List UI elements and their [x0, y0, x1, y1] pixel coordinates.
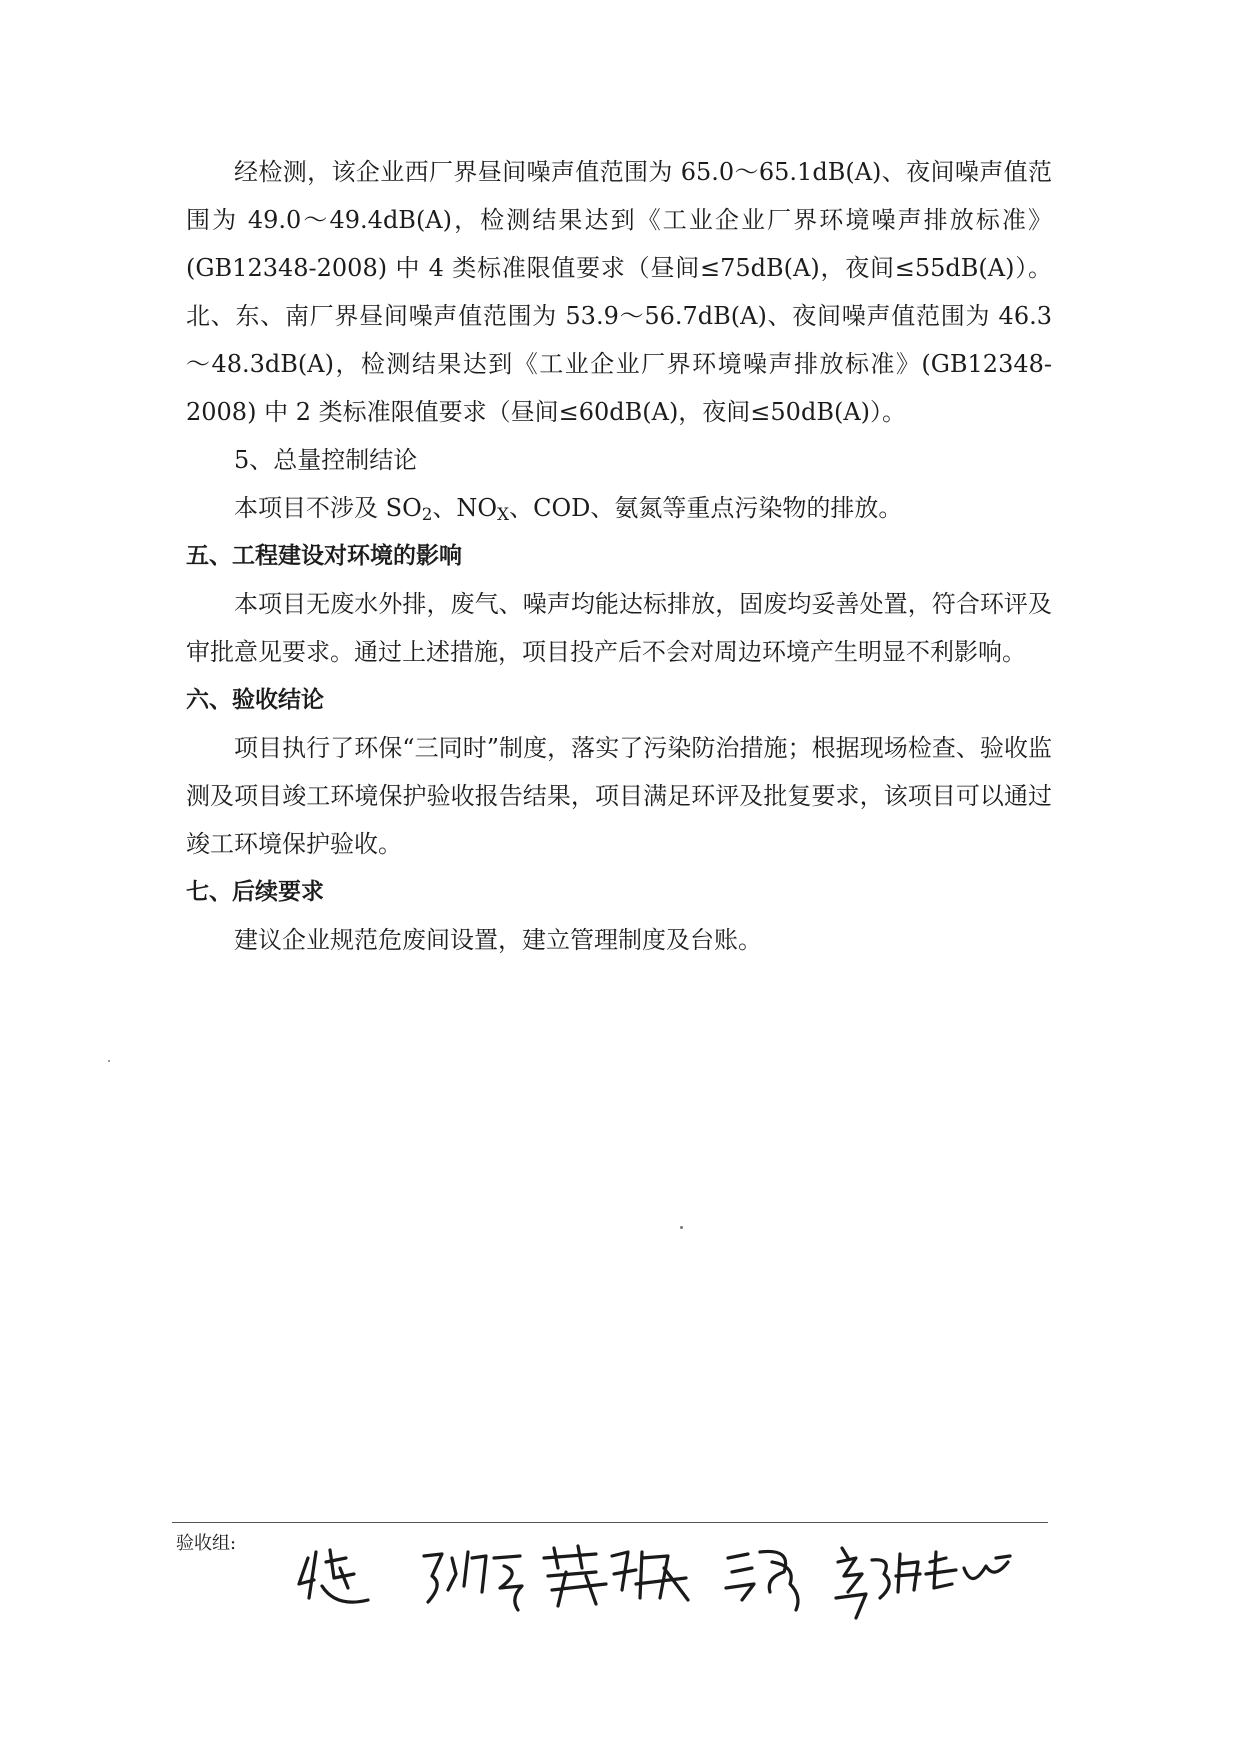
section6-paragraph: 项目执行了环保“三同时”制度，落实了污染防治措施；根据现场检查、验收监测及项目竣工环境保护验收报告结果，项目满足环评及批复要求，该项目可以通过竣工环境保护验收。: [186, 734, 1052, 858]
nox-subscript: X: [497, 504, 510, 525]
signature-3: [544, 1546, 688, 1606]
acceptance-group-label: 验收组:: [176, 1533, 237, 1554]
scan-speck: [680, 1226, 683, 1229]
item5-title: 5、总量控制结论: [234, 446, 418, 474]
signature-5: [836, 1548, 1010, 1618]
footer-rule: [172, 1522, 1048, 1523]
section7-paragraph: 建议企业规范危废间设置，建立管理制度及台账。: [234, 926, 762, 954]
scan-speck: [108, 1060, 110, 1062]
section7-heading: 七、后续要求: [186, 879, 324, 905]
noise-result-paragraph: 经检测，该企业西厂界昼间噪声值范围为 65.0～65.1dB(A)、夜间噪声值范围为 49.0～49.4dB(A)，检测结果达到《工业企业厂界环境噪声排放标准》(GB12348-2008) 中 4 类标准限值要求（昼间≤75dB(A)，夜间≤55dB(A)）。北、东、南厂界昼间噪声值范围为 53.9～56.7dB(A)、夜间噪声值范围为 46.3～48.3dB(A)，检测结果达到《工业企业厂界环境噪声排放标准》(GB12348-2008) 中 2 类标准限值要求（昼间≤60dB(A)，夜间≤50dB(A)）。: [186, 158, 1052, 426]
signature-1: [299, 1550, 368, 1602]
signature-2: [424, 1552, 522, 1610]
section6-heading: 六、验收结论: [186, 687, 324, 713]
item5-text-post: 、COD、氨氮等重点污染物的排放。: [509, 494, 903, 522]
item5-paragraph: [186, 484, 1052, 532]
section5-heading: 五、工程建设对环境的影响: [186, 543, 462, 569]
signatures: [296, 1528, 1096, 1628]
so2-subscript: 2: [421, 504, 433, 525]
section5-paragraph: 本项目无废水外排，废气、噪声均能达标排放，固废均妥善处置，符合环评及审批意见要求。通过上述措施，项目投产后不会对周边环境产生明显不利影响。: [186, 590, 1052, 666]
document-body: [186, 148, 1052, 964]
item5-text-pre: 本项目不涉及 SO: [234, 494, 422, 522]
item5-text-mid: 、NO: [432, 494, 498, 522]
signature-4: [726, 1551, 798, 1610]
